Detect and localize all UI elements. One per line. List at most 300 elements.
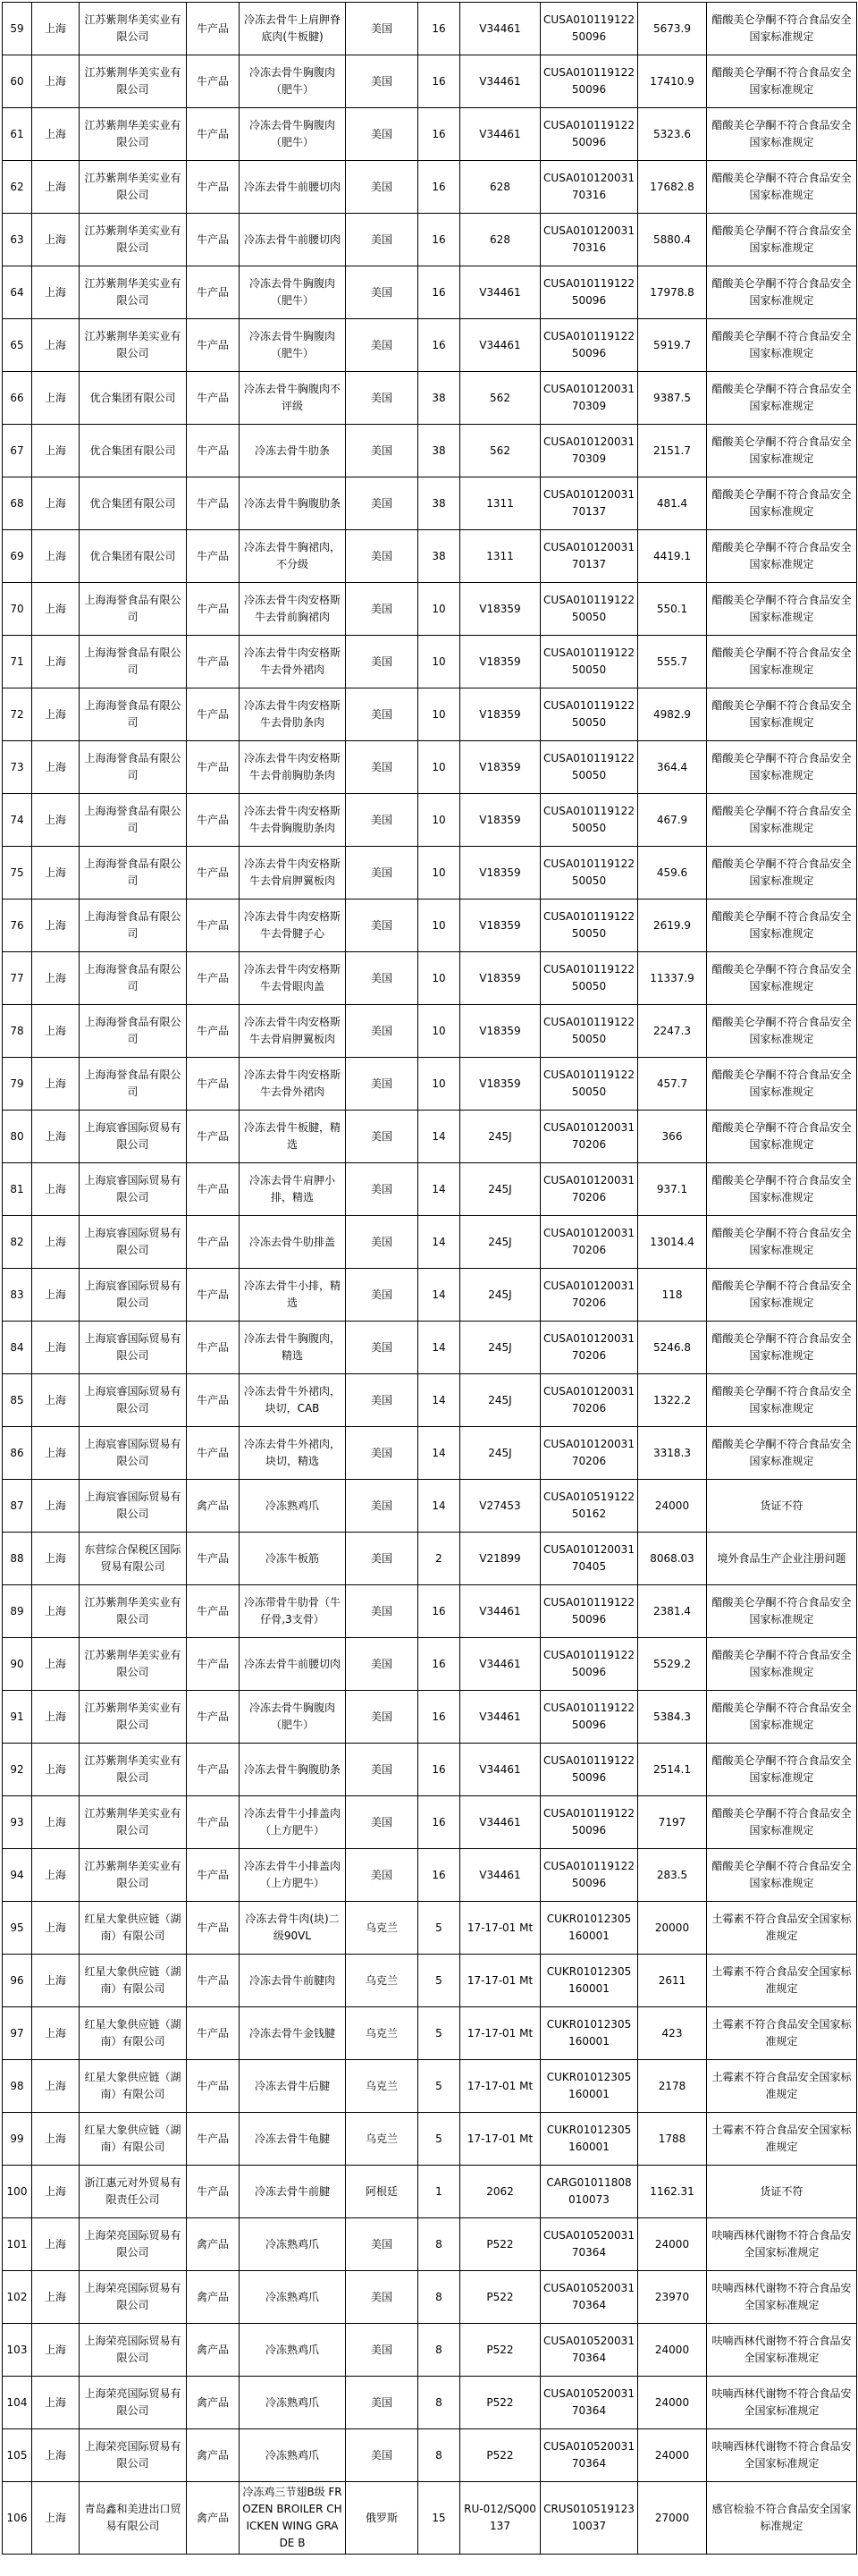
row-number-cell: 69: [3, 530, 32, 583]
table-row: [3, 1216, 857, 1269]
plant-code-cell: 17-17-01 Mt: [460, 2113, 541, 2166]
city-cell: 上海: [32, 847, 80, 899]
weight-cell: 24000: [638, 2324, 707, 2377]
city-cell: 上海: [32, 2324, 80, 2377]
weight-cell: 24000: [638, 2218, 707, 2271]
product-name-cell: 冷冻去骨牛前腰切肉: [240, 161, 346, 214]
weight-cell: 5880.4: [638, 214, 707, 266]
plant-code-cell: V34461: [460, 3, 541, 55]
registration-number-cell: CRUS01051912310037: [541, 2482, 638, 2555]
plant-code-cell: V34461: [460, 1638, 541, 1691]
product-category-cell: 牛产品: [187, 794, 240, 847]
origin-country-cell: 美国: [346, 55, 418, 108]
city-cell: 上海: [32, 1480, 80, 1533]
batch-count-cell: 38: [418, 530, 460, 583]
product-name-cell: 冷冻去骨牛肉(块)二级90VL: [240, 1902, 346, 1955]
origin-country-cell: 美国: [346, 3, 418, 55]
weight-cell: 555.7: [638, 636, 707, 688]
table-row: [3, 688, 857, 741]
registration-number-cell: CUSA01011912250050: [541, 741, 638, 794]
rejection-reason-cell: 醋酸美仑孕酮不符合食品安全国家标准规定: [707, 688, 857, 741]
importer-cell: 优合集团有限公司: [80, 425, 187, 477]
product-name-cell: 冷冻去骨牛肉安格斯牛去骨前胸裙肉: [240, 583, 346, 636]
rejection-reason-cell: 醋酸美仑孕酮不符合食品安全国家标准规定: [707, 1322, 857, 1374]
city-cell: 上海: [32, 1744, 80, 1796]
importer-cell: 东营综合保税区国际贸易有限公司: [80, 1533, 187, 1585]
product-category-cell: 牛产品: [187, 477, 240, 530]
city-cell: 上海: [32, 2482, 80, 2555]
table-row: [3, 1111, 857, 1163]
city-cell: 上海: [32, 1269, 80, 1322]
importer-cell: 上海海誉食品有限公司: [80, 1005, 187, 1058]
product-category-cell: 牛产品: [187, 1427, 240, 1480]
weight-cell: 283.5: [638, 1849, 707, 1902]
origin-country-cell: 乌克兰: [346, 2007, 418, 2060]
importer-cell: 上海海誉食品有限公司: [80, 952, 187, 1005]
importer-cell: 红星大象供应链（湖南）有限公司: [80, 2060, 187, 2113]
registration-number-cell: CUSA01012003170316: [541, 214, 638, 266]
origin-country-cell: 美国: [346, 794, 418, 847]
plant-code-cell: P522: [460, 2218, 541, 2271]
origin-country-cell: 美国: [346, 1005, 418, 1058]
weight-cell: 5919.7: [638, 319, 707, 372]
rejection-reason-cell: 呋喃西林代谢物不符合食品安全国家标准规定: [707, 2377, 857, 2429]
rejection-reason-cell: 醋酸美仑孕酮不符合食品安全国家标准规定: [707, 899, 857, 952]
product-name-cell: 冷冻去骨牛后腱: [240, 2060, 346, 2113]
weight-cell: 423: [638, 2007, 707, 2060]
row-number-cell: 67: [3, 425, 32, 477]
city-cell: 上海: [32, 1585, 80, 1638]
batch-count-cell: 10: [418, 1005, 460, 1058]
batch-count-cell: 14: [418, 1480, 460, 1533]
plant-code-cell: P522: [460, 2324, 541, 2377]
rejection-reason-cell: 醋酸美仑孕酮不符合食品安全国家标准规定: [707, 1374, 857, 1427]
weight-cell: 2514.1: [638, 1744, 707, 1796]
rejection-reason-cell: 醋酸美仑孕酮不符合食品安全国家标准规定: [707, 1005, 857, 1058]
product-category-cell: 牛产品: [187, 1216, 240, 1269]
registration-number-cell: CUSA01011912250096: [541, 1638, 638, 1691]
row-number-cell: 91: [3, 1691, 32, 1744]
registration-number-cell: CUSA01012003170316: [541, 161, 638, 214]
weight-cell: 5529.2: [638, 1638, 707, 1691]
product-category-cell: 禽产品: [187, 2429, 240, 2482]
batch-count-cell: 14: [418, 1322, 460, 1374]
batch-count-cell: 14: [418, 1269, 460, 1322]
product-category-cell: 牛产品: [187, 161, 240, 214]
batch-count-cell: 16: [418, 1585, 460, 1638]
table-row: [3, 1269, 857, 1322]
product-category-cell: 牛产品: [187, 636, 240, 688]
registration-number-cell: CUSA01012003170309: [541, 372, 638, 425]
importer-cell: 上海海誉食品有限公司: [80, 1058, 187, 1111]
product-category-cell: 禽产品: [187, 2324, 240, 2377]
origin-country-cell: 美国: [346, 266, 418, 319]
origin-country-cell: 乌克兰: [346, 1902, 418, 1955]
row-number-cell: 60: [3, 55, 32, 108]
product-name-cell: 冷冻去骨牛小排，精选: [240, 1269, 346, 1322]
city-cell: 上海: [32, 1216, 80, 1269]
rejection-reason-cell: 货证不符: [707, 2166, 857, 2218]
row-number-cell: 102: [3, 2271, 32, 2324]
weight-cell: 2178: [638, 2060, 707, 2113]
registration-number-cell: CUSA01051912250162: [541, 1480, 638, 1533]
rejection-reason-cell: 醋酸美仑孕酮不符合食品安全国家标准规定: [707, 1058, 857, 1111]
rejection-reason-cell: 土霉素不符合食品安全国家标准规定: [707, 1902, 857, 1955]
registration-number-cell: CUSA01012003170206: [541, 1163, 638, 1216]
rejection-reason-cell: 醋酸美仑孕酮不符合食品安全国家标准规定: [707, 266, 857, 319]
rejection-reason-cell: 醋酸美仑孕酮不符合食品安全国家标准规定: [707, 952, 857, 1005]
table-row: [3, 2482, 857, 2555]
importer-cell: 上海荣亮国际贸易有限公司: [80, 2218, 187, 2271]
product-category-cell: 牛产品: [187, 1058, 240, 1111]
city-cell: 上海: [32, 794, 80, 847]
plant-code-cell: 17-17-01 Mt: [460, 2060, 541, 2113]
product-name-cell: 冷冻去骨牛肉安格斯牛去骨外裙肉: [240, 1058, 346, 1111]
importer-cell: 青岛鑫和美进出口贸易有限公司: [80, 2482, 187, 2555]
city-cell: 上海: [32, 2007, 80, 2060]
plant-code-cell: 1311: [460, 530, 541, 583]
batch-count-cell: 14: [418, 1374, 460, 1427]
city-cell: 上海: [32, 161, 80, 214]
plant-code-cell: 245J: [460, 1216, 541, 1269]
table-row: [3, 214, 857, 266]
origin-country-cell: 美国: [346, 161, 418, 214]
table-row: [3, 1955, 857, 2007]
product-name-cell: 冷冻去骨牛胸裙肉，不分级: [240, 530, 346, 583]
weight-cell: 550.1: [638, 583, 707, 636]
city-cell: 上海: [32, 214, 80, 266]
table-row: [3, 847, 857, 899]
origin-country-cell: 美国: [346, 688, 418, 741]
table-row: [3, 1533, 857, 1585]
rejection-reason-cell: 土霉素不符合食品安全国家标准规定: [707, 2007, 857, 2060]
product-name-cell: 冷冻去骨牛小排盖肉（上方肥牛）: [240, 1849, 346, 1902]
plant-code-cell: 245J: [460, 1322, 541, 1374]
registration-number-cell: CUSA01011912250050: [541, 899, 638, 952]
origin-country-cell: 美国: [346, 2271, 418, 2324]
batch-count-cell: 14: [418, 1427, 460, 1480]
registration-number-cell: CUSA01011912250050: [541, 847, 638, 899]
registration-number-cell: CUSA01011912250050: [541, 794, 638, 847]
batch-count-cell: 10: [418, 847, 460, 899]
rejection-reason-cell: 货证不符: [707, 1480, 857, 1533]
registration-number-cell: CUSA01012003170405: [541, 1533, 638, 1585]
product-category-cell: 牛产品: [187, 2166, 240, 2218]
product-category-cell: 牛产品: [187, 1269, 240, 1322]
row-number-cell: 84: [3, 1322, 32, 1374]
product-name-cell: 冷冻去骨牛胸腹肉，精选: [240, 1322, 346, 1374]
importer-cell: 江苏紫荆华美实业有限公司: [80, 319, 187, 372]
plant-code-cell: 2062: [460, 2166, 541, 2218]
batch-count-cell: 16: [418, 55, 460, 108]
table-row: [3, 1585, 857, 1638]
weight-cell: 2151.7: [638, 425, 707, 477]
weight-cell: 1162.31: [638, 2166, 707, 2218]
plant-code-cell: 245J: [460, 1163, 541, 1216]
plant-code-cell: 562: [460, 372, 541, 425]
importer-cell: 江苏紫荆华美实业有限公司: [80, 1796, 187, 1849]
batch-count-cell: 16: [418, 1796, 460, 1849]
table-row: [3, 425, 857, 477]
table-row: [3, 583, 857, 636]
registration-number-cell: CUSA01011912250096: [541, 3, 638, 55]
importer-cell: 优合集团有限公司: [80, 372, 187, 425]
registration-number-cell: CUSA01052003170364: [541, 2218, 638, 2271]
table-row: [3, 2377, 857, 2429]
city-cell: 上海: [32, 899, 80, 952]
table-row: [3, 2113, 857, 2166]
weight-cell: 2247.3: [638, 1005, 707, 1058]
table-row: [3, 1322, 857, 1374]
product-name-cell: 冷冻去骨牛胸腹肋条: [240, 1744, 346, 1796]
plant-code-cell: 628: [460, 161, 541, 214]
rejection-reason-cell: 呋喃西林代谢物不符合食品安全国家标准规定: [707, 2324, 857, 2377]
weight-cell: 13014.4: [638, 1216, 707, 1269]
batch-count-cell: 8: [418, 2377, 460, 2429]
batch-count-cell: 16: [418, 319, 460, 372]
origin-country-cell: 美国: [346, 1322, 418, 1374]
product-name-cell: 冷冻去骨牛胸腹肋条: [240, 477, 346, 530]
product-category-cell: 牛产品: [187, 1902, 240, 1955]
row-number-cell: 72: [3, 688, 32, 741]
batch-count-cell: 16: [418, 1849, 460, 1902]
registration-number-cell: CUSA01011912250096: [541, 108, 638, 161]
origin-country-cell: 美国: [346, 741, 418, 794]
table-row: [3, 319, 857, 372]
row-number-cell: 78: [3, 1005, 32, 1058]
row-number-cell: 88: [3, 1533, 32, 1585]
row-number-cell: 97: [3, 2007, 32, 2060]
registration-number-cell: CUKR01012305160001: [541, 1902, 638, 1955]
origin-country-cell: 美国: [346, 847, 418, 899]
row-number-cell: 75: [3, 847, 32, 899]
rejection-reason-cell: 土霉素不符合食品安全国家标准规定: [707, 2113, 857, 2166]
batch-count-cell: 5: [418, 2007, 460, 2060]
plant-code-cell: V18359: [460, 688, 541, 741]
batch-count-cell: 10: [418, 583, 460, 636]
city-cell: 上海: [32, 425, 80, 477]
plant-code-cell: 628: [460, 214, 541, 266]
plant-code-cell: 17-17-01 Mt: [460, 1955, 541, 2007]
table-row: [3, 1744, 857, 1796]
importer-cell: 优合集团有限公司: [80, 477, 187, 530]
city-cell: 上海: [32, 1058, 80, 1111]
importer-cell: 江苏紫荆华美实业有限公司: [80, 1638, 187, 1691]
plant-code-cell: V18359: [460, 794, 541, 847]
importer-cell: 江苏紫荆华美实业有限公司: [80, 3, 187, 55]
rejection-reason-cell: 醋酸美仑孕酮不符合食品安全国家标准规定: [707, 108, 857, 161]
rejection-reason-cell: 土霉素不符合食品安全国家标准规定: [707, 2060, 857, 2113]
importer-cell: 江苏紫荆华美实业有限公司: [80, 1585, 187, 1638]
product-name-cell: 冷冻牛板筋: [240, 1533, 346, 1585]
rejection-reason-cell: 醋酸美仑孕酮不符合食品安全国家标准规定: [707, 1691, 857, 1744]
product-name-cell: 冷冻去骨牛前腰切肉: [240, 1638, 346, 1691]
importer-cell: 江苏紫荆华美实业有限公司: [80, 1744, 187, 1796]
row-number-cell: 106: [3, 2482, 32, 2555]
product-category-cell: 牛产品: [187, 1638, 240, 1691]
table-row: [3, 1163, 857, 1216]
weight-cell: 17978.8: [638, 266, 707, 319]
table-row: [3, 794, 857, 847]
row-number-cell: 87: [3, 1480, 32, 1533]
product-name-cell: 冷冻去骨牛肉安格斯牛去骨腱子心: [240, 899, 346, 952]
weight-cell: 23970: [638, 2271, 707, 2324]
origin-country-cell: 美国: [346, 952, 418, 1005]
importer-cell: 浙江惠元对外贸易有限责任公司: [80, 2166, 187, 2218]
weight-cell: 27000: [638, 2482, 707, 2555]
plant-code-cell: V18359: [460, 1005, 541, 1058]
weight-cell: 24000: [638, 2377, 707, 2429]
product-category-cell: 牛产品: [187, 952, 240, 1005]
plant-code-cell: V34461: [460, 1691, 541, 1744]
batch-count-cell: 10: [418, 688, 460, 741]
row-number-cell: 86: [3, 1427, 32, 1480]
product-name-cell: 冷冻去骨牛肩胛小排，精选: [240, 1163, 346, 1216]
product-category-cell: 牛产品: [187, 1374, 240, 1427]
row-number-cell: 96: [3, 1955, 32, 2007]
origin-country-cell: 美国: [346, 2429, 418, 2482]
row-number-cell: 61: [3, 108, 32, 161]
weight-cell: 2611: [638, 1955, 707, 2007]
plant-code-cell: V34461: [460, 1744, 541, 1796]
rejection-reason-cell: 醋酸美仑孕酮不符合食品安全国家标准规定: [707, 1796, 857, 1849]
weight-cell: 7197: [638, 1796, 707, 1849]
plant-code-cell: V18359: [460, 952, 541, 1005]
rejection-reason-cell: 醋酸美仑孕酮不符合食品安全国家标准规定: [707, 794, 857, 847]
row-number-cell: 63: [3, 214, 32, 266]
importer-cell: 上海海誉食品有限公司: [80, 794, 187, 847]
weight-cell: 17682.8: [638, 161, 707, 214]
product-category-cell: 牛产品: [187, 899, 240, 952]
plant-code-cell: V18359: [460, 583, 541, 636]
table-row: [3, 161, 857, 214]
city-cell: 上海: [32, 2271, 80, 2324]
product-name-cell: 冷冻去骨牛胸腹肉不评级: [240, 372, 346, 425]
product-name-cell: 冷冻去骨牛胸腹肉（肥牛）: [240, 319, 346, 372]
city-cell: 上海: [32, 108, 80, 161]
row-number-cell: 59: [3, 3, 32, 55]
batch-count-cell: 8: [418, 2271, 460, 2324]
table-row: [3, 2166, 857, 2218]
batch-count-cell: 38: [418, 425, 460, 477]
row-number-cell: 105: [3, 2429, 32, 2482]
row-number-cell: 73: [3, 741, 32, 794]
registration-number-cell: CUSA01011912250050: [541, 583, 638, 636]
product-category-cell: 牛产品: [187, 266, 240, 319]
table-row: [3, 2271, 857, 2324]
rejection-reason-cell: 醋酸美仑孕酮不符合食品安全国家标准规定: [707, 319, 857, 372]
product-name-cell: 冷冻去骨牛肉安格斯牛去骨肩胛翼板肉: [240, 1005, 346, 1058]
weight-cell: 2619.9: [638, 899, 707, 952]
plant-code-cell: 17-17-01 Mt: [460, 1902, 541, 1955]
origin-country-cell: 阿根廷: [346, 2166, 418, 2218]
importer-cell: 上海宸睿国际贸易有限公司: [80, 1480, 187, 1533]
table-row: [3, 636, 857, 688]
table-row: [3, 741, 857, 794]
importer-cell: 上海宸睿国际贸易有限公司: [80, 1163, 187, 1216]
product-name-cell: 冷冻熟鸡爪: [240, 2377, 346, 2429]
table-row: [3, 477, 857, 530]
rejection-reason-cell: 醋酸美仑孕酮不符合食品安全国家标准规定: [707, 477, 857, 530]
plant-code-cell: V18359: [460, 847, 541, 899]
batch-count-cell: 1: [418, 2166, 460, 2218]
product-category-cell: 牛产品: [187, 2060, 240, 2113]
origin-country-cell: 乌克兰: [346, 2113, 418, 2166]
weight-cell: 1788: [638, 2113, 707, 2166]
registration-number-cell: CUSA01012003170206: [541, 1269, 638, 1322]
weight-cell: 5673.9: [638, 3, 707, 55]
product-category-cell: 牛产品: [187, 530, 240, 583]
city-cell: 上海: [32, 1849, 80, 1902]
registration-number-cell: CUSA01011912250050: [541, 636, 638, 688]
product-category-cell: 牛产品: [187, 1322, 240, 1374]
rejection-reason-cell: 醋酸美仑孕酮不符合食品安全国家标准规定: [707, 636, 857, 688]
city-cell: 上海: [32, 2218, 80, 2271]
weight-cell: 24000: [638, 1480, 707, 1533]
row-number-cell: 90: [3, 1638, 32, 1691]
batch-count-cell: 16: [418, 108, 460, 161]
origin-country-cell: 美国: [346, 1427, 418, 1480]
product-category-cell: 牛产品: [187, 1533, 240, 1585]
importer-cell: 优合集团有限公司: [80, 530, 187, 583]
product-category-cell: 禽产品: [187, 2218, 240, 2271]
city-cell: 上海: [32, 1322, 80, 1374]
rejection-reason-cell: 醋酸美仑孕酮不符合食品安全国家标准规定: [707, 55, 857, 108]
row-number-cell: 104: [3, 2377, 32, 2429]
city-cell: 上海: [32, 2377, 80, 2429]
plant-code-cell: 562: [460, 425, 541, 477]
row-number-cell: 71: [3, 636, 32, 688]
weight-cell: 5384.3: [638, 1691, 707, 1744]
city-cell: 上海: [32, 1427, 80, 1480]
product-name-cell: 冷冻去骨牛小排盖肉（上方肥牛）: [240, 1796, 346, 1849]
rejection-reason-cell: 醋酸美仑孕酮不符合食品安全国家标准规定: [707, 1111, 857, 1163]
product-category-cell: 牛产品: [187, 2007, 240, 2060]
product-name-cell: 冷冻去骨牛外裙肉，块切，精选: [240, 1427, 346, 1480]
weight-cell: 1322.2: [638, 1374, 707, 1427]
product-name-cell: 冷冻去骨牛肉安格斯牛去骨肩胛翼板肉: [240, 847, 346, 899]
rejection-reason-cell: 醋酸美仑孕酮不符合食品安全国家标准规定: [707, 1216, 857, 1269]
city-cell: 上海: [32, 530, 80, 583]
origin-country-cell: 美国: [346, 1216, 418, 1269]
row-number-cell: 94: [3, 1849, 32, 1902]
plant-code-cell: P522: [460, 2271, 541, 2324]
origin-country-cell: 美国: [346, 530, 418, 583]
rejection-reason-cell: 醋酸美仑孕酮不符合食品安全国家标准规定: [707, 847, 857, 899]
batch-count-cell: 16: [418, 266, 460, 319]
plant-code-cell: P522: [460, 2377, 541, 2429]
row-number-cell: 83: [3, 1269, 32, 1322]
importer-cell: 江苏紫荆华美实业有限公司: [80, 1849, 187, 1902]
weight-cell: 4982.9: [638, 688, 707, 741]
weight-cell: 11337.9: [638, 952, 707, 1005]
row-number-cell: 62: [3, 161, 32, 214]
importer-cell: 红星大象供应链（湖南）有限公司: [80, 1955, 187, 2007]
table-row: [3, 2324, 857, 2377]
origin-country-cell: 美国: [346, 1163, 418, 1216]
product-name-cell: 冷冻去骨牛肋排盖: [240, 1216, 346, 1269]
table-row: [3, 266, 857, 319]
product-name-cell: 冷冻熟鸡爪: [240, 2271, 346, 2324]
origin-country-cell: 美国: [346, 2218, 418, 2271]
product-category-cell: 牛产品: [187, 372, 240, 425]
origin-country-cell: 美国: [346, 1638, 418, 1691]
origin-country-cell: 美国: [346, 899, 418, 952]
importer-cell: 上海宸睿国际贸易有限公司: [80, 1374, 187, 1427]
batch-count-cell: 14: [418, 1163, 460, 1216]
product-category-cell: 牛产品: [187, 583, 240, 636]
product-category-cell: 牛产品: [187, 2113, 240, 2166]
